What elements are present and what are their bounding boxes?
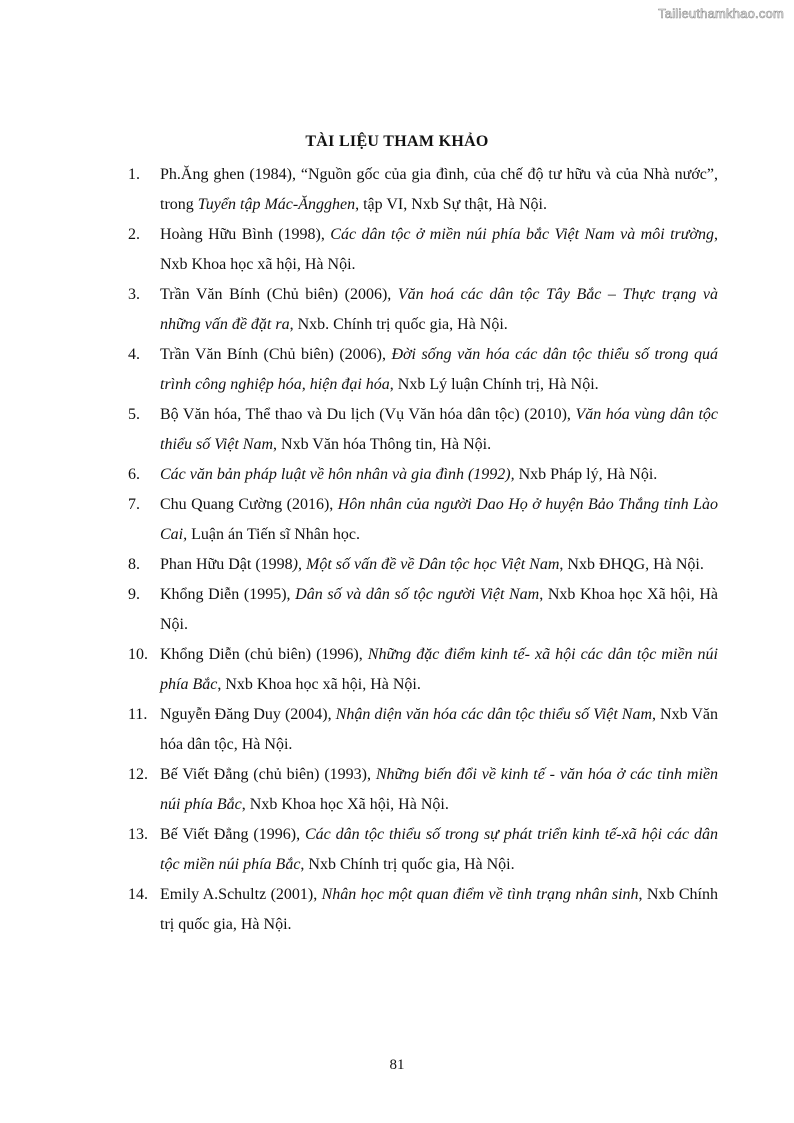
reference-number: 3. — [128, 286, 140, 303]
reference-text: , Nxb Khoa học xã hội, Hà Nội. — [160, 226, 719, 273]
reference-item — [128, 460, 718, 490]
reference-title: Đời sống văn hóa các dân tộc thiểu số trong quá trình công nghiệp hóa, hiện đại hóa — [160, 346, 719, 393]
reference-item — [128, 400, 718, 460]
reference-title: Văn hoá các dân tộc Tây Bắc – Thực trạng và những vấn đề đặt ra — [160, 286, 718, 333]
reference-text: , Nxb Văn hóa dân tộc, Hà Nội. — [160, 706, 719, 753]
reference-number: 8. — [128, 556, 140, 573]
reference-text: , Nxb. Chính trị quốc gia, Hà Nội. — [289, 316, 508, 333]
reference-text: Nxb Pháp lý, Hà Nội. — [514, 466, 658, 483]
reference-number: 1. — [128, 166, 140, 183]
reference-number: 5. — [128, 406, 140, 423]
reference-number: 2. — [128, 226, 140, 243]
reference-text: Khổng Diễn (1995), — [160, 586, 296, 603]
reference-number: 4. — [128, 346, 140, 363]
page-title: TÀI LIỆU THAM KHẢO — [305, 133, 489, 150]
reference-title: Nhân học một quan điểm về tình trạng nhân sinh — [321, 886, 639, 903]
reference-number: 10. — [128, 646, 148, 663]
reference-number: 13. — [128, 826, 148, 843]
page-number: 81 — [389, 1057, 405, 1073]
reference-title: ), Một số vấn đề về Dân tộc học Việt Nam — [292, 556, 560, 573]
reference-text: , Nxb Chính trị quốc gia, Hà Nội. — [300, 856, 515, 873]
reference-text: Ph.Ăng ghen (1984), “Nguồn gốc của gia đình, của chế độ tư hữu và của Nhà nước”, trong — [160, 166, 718, 213]
reference-number: 6. — [128, 466, 140, 483]
reference-title: Nhận diện văn hóa các dân tộc thiểu số Việt Nam — [335, 706, 653, 723]
reference-number: 11. — [128, 706, 148, 723]
reference-text: Trần Văn Bính (Chủ biên) (2006), — [160, 346, 392, 363]
reference-item — [128, 760, 718, 820]
watermark: Tailieuthamkhao.com — [658, 6, 784, 21]
reference-text: , Nxb Lý luận Chính trị, Hà Nội. — [389, 376, 599, 393]
reference-item — [128, 280, 718, 340]
reference-text: Phan Hữu Dật (1998 — [160, 556, 293, 573]
reference-text: Nguyễn Đăng Duy (2004), — [160, 706, 336, 723]
reference-number: 7. — [128, 496, 140, 513]
reference-text: Hoàng Hữu Bình (1998), — [160, 226, 331, 243]
reference-text: Chu Quang Cường (2016), — [160, 496, 338, 513]
reference-text: Bế Viết Đẳng (chủ biên) (1993), — [160, 766, 376, 783]
reference-item — [128, 490, 718, 550]
reference-text: Emily A.Schultz (2001), — [160, 886, 322, 903]
reference-item — [128, 340, 718, 400]
reference-text: Bế Viết Đẳng (1996), — [160, 826, 305, 843]
reference-title: Những đặc điểm kinh tế- xã hội các dân tộc miền núi phía Bắc — [160, 646, 718, 693]
reference-text: , Nxb Khoa học xã hội, Hà Nội. — [217, 676, 421, 693]
reference-list — [128, 160, 718, 940]
reference-item — [128, 160, 718, 220]
reference-item — [128, 640, 718, 700]
reference-text: Luận án Tiến sĩ Nhân học. — [187, 526, 360, 543]
reference-text: Bộ Văn hóa, Thể thao và Du lịch (Vụ Văn hóa dân tộc) (2010), — [160, 406, 576, 423]
reference-text: , tập VI, Nxb Sự thật, Hà Nội. — [355, 196, 547, 213]
reference-text: Khổng Diễn (chủ biên) (1996), — [160, 646, 368, 663]
reference-text: , Nxb Khoa học Xã hội, Hà Nội. — [160, 586, 719, 633]
reference-number: 14. — [128, 886, 148, 903]
reference-number: 9. — [128, 586, 140, 603]
reference-item — [128, 220, 718, 280]
reference-title: Hôn nhân của người Dao Họ ở huyện Bảo Thắng tỉnh Lào Cai, — [160, 496, 718, 543]
reference-title: Tuyển tập Mác-Ăngghen — [197, 196, 356, 213]
reference-text: , Nxb Khoa học Xã hội, Hà Nội. — [241, 796, 449, 813]
reference-title: Các dân tộc thiểu số trong sự phát triển kinh tế-xã hội các dân tộc miền núi phía Bắc — [160, 826, 719, 873]
reference-title: Văn hóa vùng dân tộc thiểu số Việt Nam — [160, 406, 719, 453]
reference-item — [128, 550, 718, 580]
reference-title: Dân số và dân số tộc người Việt Nam — [295, 586, 540, 603]
reference-item — [128, 880, 718, 940]
reference-text: , Nxb ĐHQG, Hà Nội. — [559, 556, 704, 573]
reference-title: Các văn bản pháp luật về hôn nhân và gia đình (1992), — [160, 466, 515, 483]
reference-item — [128, 820, 718, 880]
reference-item — [128, 700, 718, 760]
reference-text: , Nxb Chính trị quốc gia, Hà Nội. — [160, 886, 718, 933]
reference-text: Trần Văn Bính (Chủ biên) (2006), — [160, 286, 398, 303]
reference-text: , Nxb Văn hóa Thông tin, Hà Nội. — [273, 436, 492, 453]
reference-item — [128, 580, 718, 640]
reference-title: Những biến đổi về kinh tế - văn hóa ở các tỉnh miền núi phía Bắc — [160, 766, 718, 813]
reference-number: 12. — [128, 766, 148, 783]
reference-title: Các dân tộc ở miền núi phía bắc Việt Nam và môi trường — [330, 226, 715, 243]
